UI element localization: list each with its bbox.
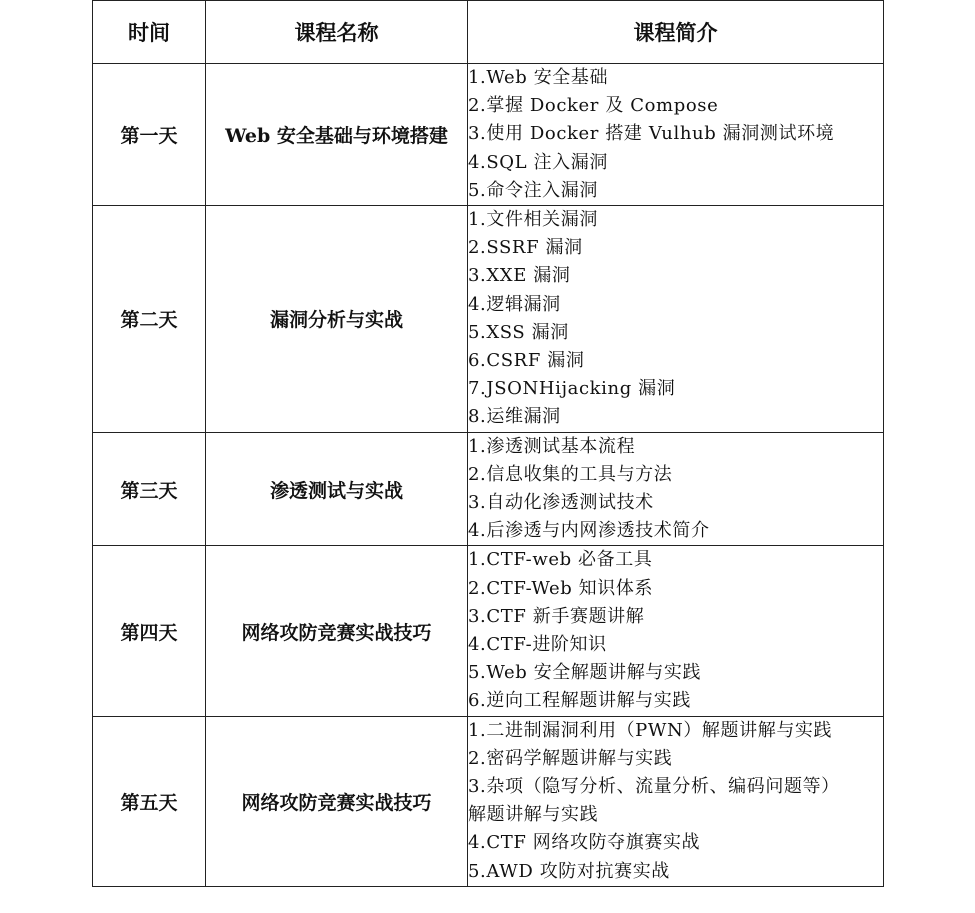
list-item: 4.SQL 注入漏洞 (468, 151, 608, 173)
list-item: 5.Web 安全解题讲解与实践 (468, 662, 702, 684)
header-time: 时间 (93, 1, 206, 64)
course-description-cell (468, 206, 884, 433)
course-name-cell: 网络攻防竞赛实战技巧 (206, 716, 468, 886)
list-item: 8.运维漏洞 (468, 406, 561, 428)
day-cell: 第二天 (93, 206, 206, 433)
list-item: 4.CTF 网络攻防夺旗赛实战 (468, 832, 701, 854)
list-item: 4.CTF-进阶知识 (468, 634, 607, 656)
list-item: 3.杂项（隐写分析、流量分析、编码问题等） (468, 776, 840, 798)
list-item: 4.后渗透与内网渗透技术简介 (468, 520, 710, 542)
table-row (93, 716, 884, 886)
table-row (93, 206, 884, 433)
course-schedule-table (92, 0, 884, 887)
list-item: 3.自动化渗透测试技术 (468, 492, 654, 514)
header-course-description: 课程简介 (468, 1, 884, 64)
course-description-cell (468, 64, 884, 206)
course-name-cell: 漏洞分析与实战 (206, 206, 468, 433)
list-item: 5.XSS 漏洞 (468, 321, 569, 343)
course-name-cell: Web 安全基础与环境搭建 (206, 64, 468, 206)
list-item: 3.使用 Docker 搭建 Vulhub 漏洞测试环境 (468, 123, 835, 145)
list-item: 5.命令注入漏洞 (468, 179, 598, 201)
day-cell: 第三天 (93, 432, 206, 546)
course-description-cell (468, 432, 884, 546)
day-cell: 第四天 (93, 546, 206, 716)
header-row (93, 1, 884, 64)
list-item: 6.CSRF 漏洞 (468, 350, 585, 372)
table-row (93, 64, 884, 206)
list-item: 1.CTF-web 必备工具 (468, 549, 653, 571)
list-item: 3.XXE 漏洞 (468, 265, 571, 287)
list-item: 2.CTF-Web 知识体系 (468, 577, 654, 599)
table-row (93, 432, 884, 546)
list-item: 2.信息收集的工具与方法 (468, 463, 673, 485)
header-course-name: 课程名称 (206, 1, 468, 64)
day-cell: 第一天 (93, 64, 206, 206)
course-description-cell (468, 546, 884, 716)
list-item: 1.文件相关漏洞 (468, 209, 598, 231)
list-item: 5.AWD 攻防对抗赛实战 (468, 860, 670, 882)
list-item: 4.逻辑漏洞 (468, 293, 561, 315)
list-item: 1.Web 安全基础 (468, 67, 609, 88)
list-item: 6.逆向工程解题讲解与实践 (468, 690, 691, 712)
list-item: 解题讲解与实践 (468, 804, 599, 826)
course-name-cell: 网络攻防竞赛实战技巧 (206, 546, 468, 716)
list-item: 2.SSRF 漏洞 (468, 237, 583, 259)
list-item: 7.JSONHijacking 漏洞 (468, 378, 676, 400)
day-cell: 第五天 (93, 716, 206, 886)
course-name-cell: 渗透测试与实战 (206, 432, 468, 546)
list-item: 1.渗透测试基本流程 (468, 435, 636, 457)
list-item: 2.掌握 Docker 及 Compose (468, 95, 719, 117)
course-description-cell (468, 716, 884, 886)
list-item: 3.CTF 新手赛题讲解 (468, 605, 645, 627)
list-item: 1.二进制漏洞利用（PWN）解题讲解与实践 (468, 719, 833, 741)
list-item: 2.密码学解题讲解与实践 (468, 747, 673, 769)
table-row (93, 546, 884, 716)
